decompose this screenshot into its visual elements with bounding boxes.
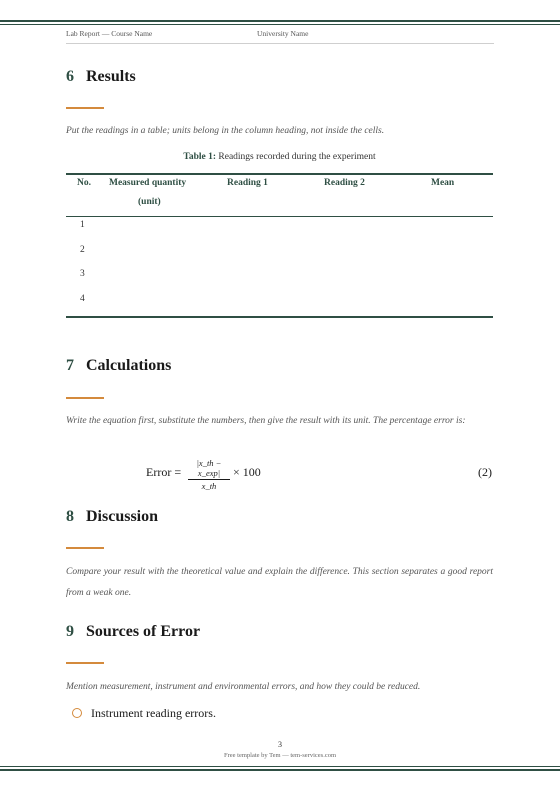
section-heading-sources-of-error — [66, 623, 200, 641]
header-rule — [66, 43, 494, 44]
section-number: 9 — [66, 623, 74, 640]
fraction-bar — [188, 479, 230, 480]
column-header-measured-quantity: Measured quantity — [109, 178, 187, 188]
section-number: 8 — [66, 508, 74, 525]
list-item — [72, 706, 216, 721]
table-header-rule — [66, 216, 493, 217]
section-title: Sources of Error — [86, 623, 201, 640]
section-heading-results — [66, 68, 136, 86]
bottom-double-rule — [0, 766, 560, 767]
page-number: 3 — [278, 740, 282, 749]
section-heading-discussion — [66, 508, 158, 526]
bullet-circle-icon — [72, 708, 82, 718]
section-title: Discussion — [86, 508, 159, 525]
list-item-text: Instrument reading errors. — [91, 706, 216, 720]
section-note: Mention measurement, instrument and environmental errors, and how they could be reduced. — [66, 682, 421, 692]
table-bottom-rule — [66, 316, 493, 318]
table-row-number: 4 — [80, 294, 85, 304]
table-caption-text: Readings recorded during the experiment — [216, 152, 376, 162]
table-caption — [66, 152, 493, 162]
column-header-unit: (unit) — [138, 197, 161, 207]
column-header-reading-1: Reading 1 — [227, 178, 268, 188]
header-university: University Name — [257, 29, 309, 38]
column-header-no: No. — [77, 178, 91, 188]
section-title: Results — [86, 68, 136, 85]
section-heading-calculations — [66, 357, 171, 375]
equation-rhs: × 100 — [233, 465, 261, 479]
section-accent-bar — [66, 107, 104, 109]
top-double-rule — [0, 20, 560, 22]
table-top-rule — [66, 173, 493, 175]
column-header-reading-2: Reading 2 — [324, 178, 365, 188]
footer-credit: Free template by Tem — tem-services.com — [223, 752, 337, 759]
section-accent-bar — [66, 662, 104, 664]
bottom-double-rule-inner — [0, 769, 560, 771]
section-note: Compare your result with the theoretical value and explain the difference. This section separates a good report from a weak one. — [66, 567, 493, 598]
column-header-mean: Mean — [431, 178, 455, 188]
top-double-rule-inner — [0, 24, 560, 25]
equation-fraction — [188, 458, 230, 491]
section-accent-bar — [66, 547, 104, 549]
table-row-number: 3 — [80, 269, 85, 279]
section-accent-bar — [66, 397, 104, 399]
table-row-number: 1 — [80, 220, 85, 230]
equation-lhs: Error = — [146, 465, 182, 479]
equation-numerator: |x_th − x_exp| — [196, 458, 222, 478]
section-title: Calculations — [86, 357, 172, 374]
section-note: Put the readings in a table; units belong in the column heading, not inside the cells. — [66, 126, 385, 136]
section-number: 6 — [66, 68, 74, 85]
header-course: Lab Report — Course Name — [66, 29, 153, 38]
equation-number: (2) — [478, 465, 492, 479]
section-note: Write the equation first, substitute the numbers, then give the result with its unit. The percentage error is: — [66, 416, 466, 426]
running-header — [66, 29, 494, 43]
table-caption-label: Table 1: — [183, 152, 217, 162]
section-number: 7 — [66, 357, 74, 374]
equation-denominator: x_th — [201, 481, 217, 491]
table-row-number: 2 — [80, 245, 85, 255]
